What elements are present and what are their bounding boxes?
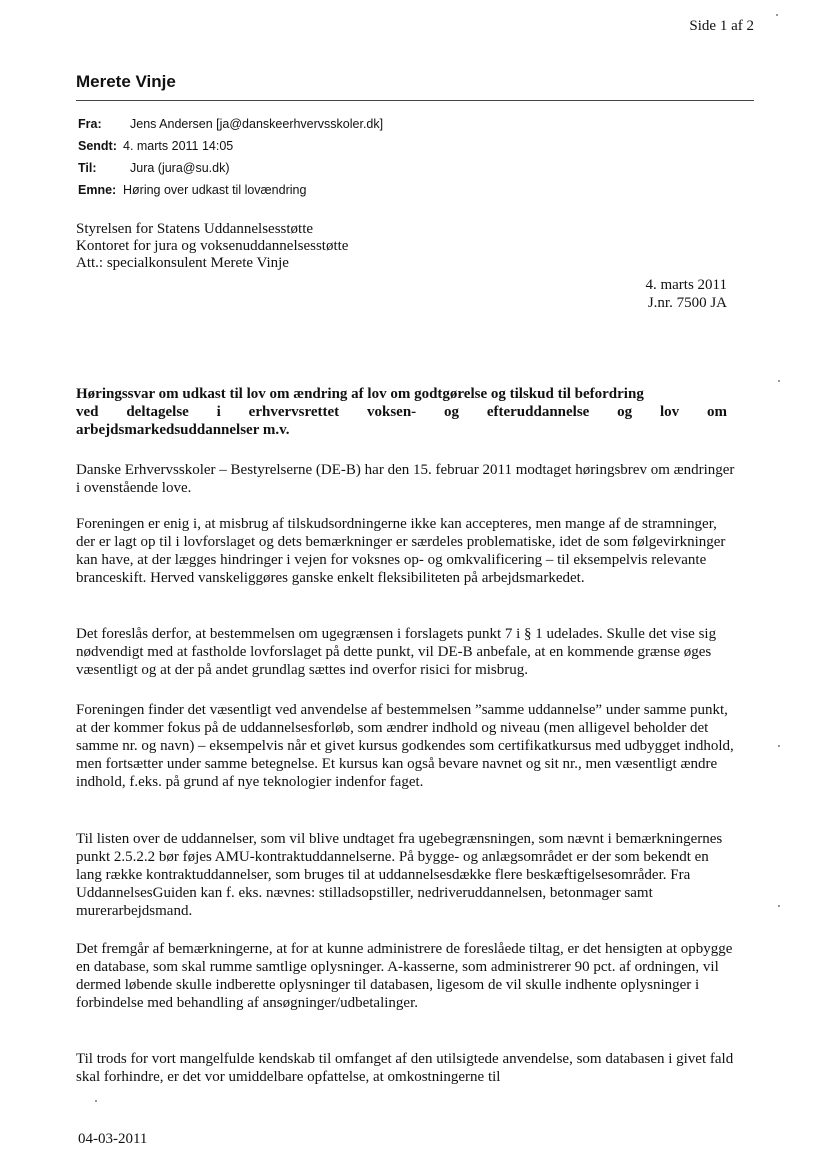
meta-subject — [78, 179, 383, 201]
meta-sent-value: 4. marts 2011 14:05 — [123, 139, 234, 153]
meta-sent-key: Sendt: — [78, 139, 117, 153]
body-paragraph: Det foreslås derfor, at bestemmelsen om ugegrænsen i forslagets punkt 7 i § 1 udelades. Skulle det vise sig nødvendigt med at fastholde lovforslaget på dette punkt, vil DE-B anbefale, at en kommende grænse øges væsentligt og at der på andet grundlag sættes ind overfor risici for misbrug. — [76, 626, 717, 678]
address-line: Att.: specialkonsulent Merete Vinje — [76, 255, 289, 271]
meta-sent — [78, 135, 383, 157]
header-divider — [76, 100, 754, 101]
body-paragraph: Foreningen finder det væsentligt ved anvendelse af bestemmelsen ”samme uddannelse” under samme punkt, at der kommer fokus på de uddannelsesforløb, som ændrer indhold og niveau (men alligevel beholder det samme nr. og navn) – eksempelvis når et givet kursus godkendes som certifikatkursus med udbygget indhold, men fortsætter under samme betegnelse. Et kursus kan også bevare navnet og sit nr., men væsentligt ændre indhold, f.eks. på grund af nye teknologier indenfor faget. — [76, 702, 734, 790]
body-paragraph: Til listen over de uddannelser, som vil blive undtaget fra ugebegrænsningen, som nævnt i bemærkningernes punkt 2.5.2.2 bør føjes AMU-kontraktuddannelserne. På bygge- og anlægsområdet er der som bekendt en lang række kontraktuddannelser, som bruges til at uddannelsesdække flere beskæftigelsesområder. Fra UddannelsesGuiden kan f. eks. nævnes: stilladsopstiller, nedriveruddannelsen, betonmager samt murerarbejdsmand. — [76, 831, 723, 919]
date-block — [645, 276, 727, 312]
scan-speck — [778, 745, 780, 747]
journal-number: J.nr. 7500 JA — [647, 295, 727, 311]
meta-from-key: Fra: — [78, 117, 102, 131]
scan-speck — [778, 380, 780, 382]
page-number: Side 1 af 2 — [689, 18, 754, 34]
meta-to-key: Til: — [78, 161, 97, 175]
meta-from-value: Jens Andersen [ja@danskeerhvervsskoler.dk] — [130, 117, 384, 131]
body-paragraph: Foreningen er enig i, at misbrug af tilskudsordningerne ikke kan accepteres, men mange af de stramninger, der er lagt op til i lovforslaget og dets bemærkninger er særdeles problematiske, idet de som følgevirkninger kan have, at der lægges hindringer i vejen for voksnes op- og omkvalificering – til eksempelvis relevante branceskift. Herved vanskeliggøres ganske enkelt fleksibiliteten på arbejdsmarkedet. — [76, 516, 726, 586]
meta-to — [78, 157, 383, 179]
address-line: Kontoret for jura og voksenuddannelsesstøtte — [76, 238, 349, 254]
body-paragraph: Til trods for vort mangelfulde kendskab til omfanget af den utilsigtede anvendelse, som databasen i givet fald skal forhindre, er det vor umiddelbare opfattelse, at omkostningerne til — [76, 1051, 734, 1085]
body-paragraph: Det fremgår af bemærkningerne, at for at kunne administrere de foreslåede tiltag, er det hensigten at opbygge en database, som skal rumme samtlige oplysninger. A-kasserne, som administrerer 90 pct. af ordningen, vil dermed løbende skulle indberette oplysninger til databasen, ligesom de vil skulle indhente oplysninger i forbindelse med behandling af ansøgninger/udbetalinger. — [76, 941, 733, 1011]
sender-name: Merete Vinje — [76, 72, 176, 91]
subject-line: arbejdsmarkedsuddannelser m.v. — [76, 422, 290, 438]
subject-line: ved deltagelse i erhvervsrettet voksen- og efteruddannelse og lov om — [76, 404, 727, 420]
subject-line: Høringssvar om udkast til lov om ændring af lov om godtgørelse og tilskud til befordring — [76, 386, 644, 402]
recipient-address — [76, 221, 348, 272]
address-line: Styrelsen for Statens Uddannelsesstøtte — [76, 221, 314, 237]
meta-subject-key: Emne: — [78, 183, 117, 197]
scan-speck — [95, 1100, 97, 1102]
email-meta — [78, 113, 383, 201]
footer-date: 04-03-2011 — [78, 1131, 148, 1147]
scan-speck — [776, 14, 778, 16]
meta-to-value: Jura (jura@su.dk) — [130, 161, 230, 175]
letter-subject — [76, 385, 727, 439]
meta-subject-value: Høring over udkast til lovændring — [123, 183, 307, 197]
meta-from — [78, 113, 383, 135]
letter-date: 4. marts 2011 — [645, 277, 727, 293]
body-paragraph: Danske Erhvervsskoler – Bestyrelserne (DE-B) har den 15. februar 2011 modtaget høringsbrev om ændringer i ovenstående love. — [76, 462, 735, 496]
scan-speck — [778, 905, 780, 907]
